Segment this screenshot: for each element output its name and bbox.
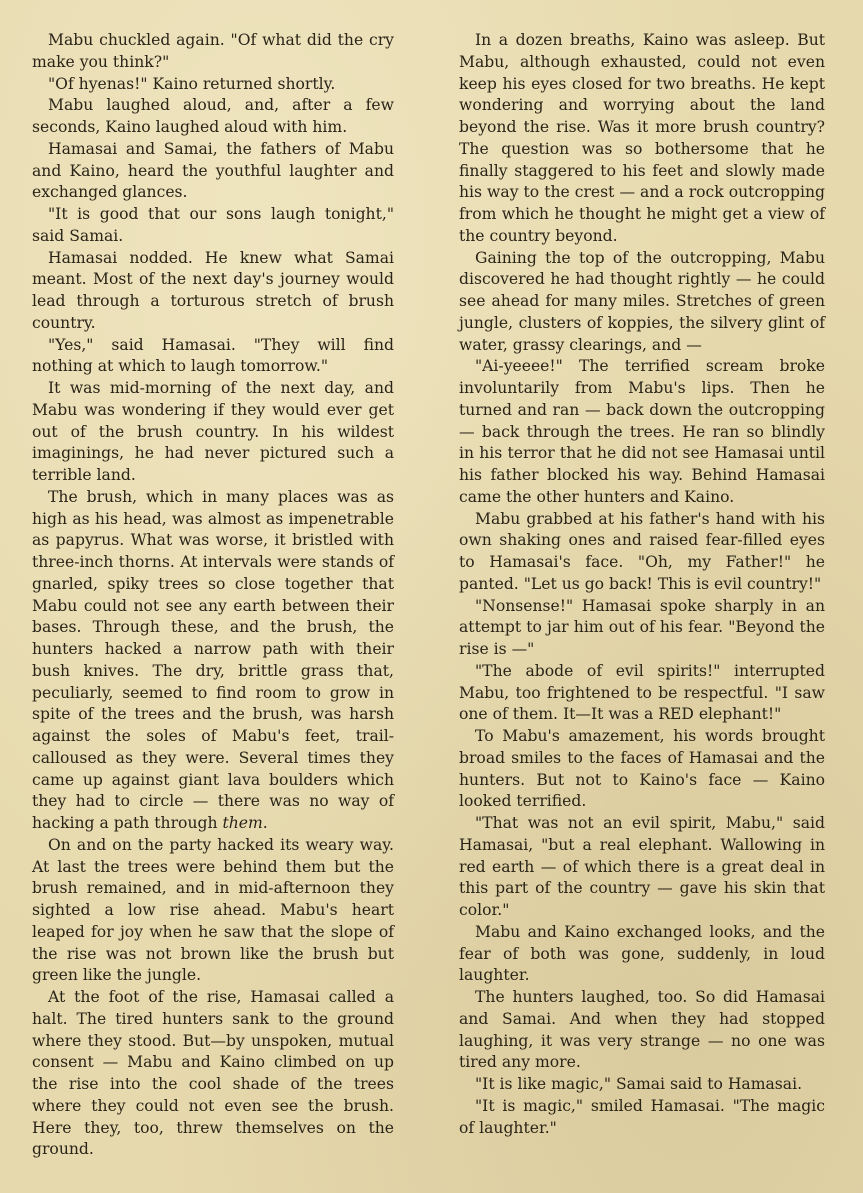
paragraph: It was mid-morning of the next day, and Mabu was wondering if they would ever get out of the brush country. In his wildest imaginings, he had never pictured such a terrible land. [32, 379, 394, 484]
paragraph: Gaining the top of the outcropping, Mabu discovered he had thought rightly — he could see ahead for many miles. Stretches of green jungle, clusters of koppies, the silvery glint of water, grassy clearings, and — [459, 248, 825, 354]
left-text-column [32, 30, 394, 1161]
paragraph: "It is magic," smiled Hamasai. "The magic of laughter." [459, 1096, 825, 1137]
paragraph: The hunters laughed, too. So did Hamasai and Samai. And when they had stopped laughing, it was very strange — no one was tired any more. [459, 988, 825, 1072]
paragraph: Mabu and Kaino exchanged looks, and the fear of both was gone, suddenly, in loud laughter. [459, 922, 825, 985]
italic-word: them. [222, 814, 268, 832]
paragraph: Hamasai and Samai, the fathers of Mabu and Kaino, heard the youthful laughter and exchanged glances. [32, 139, 394, 202]
right-text-column [459, 30, 825, 1139]
paragraph: "Nonsense!" Hamasai spoke sharply in an attempt to jar him out of his fear. "Beyond the rise is —" [459, 596, 825, 658]
paragraph-text: The brush, which in many places was as high as his head, was almost as impenetrable as papyrus. What was worse, it bristled with three-inch thorns. At intervals were stands of gnarled, spiky trees so close together that Mabu could not see any earth between their bases. Through these, and the brush, the hunters hacked a narrow path with their bush knives. The dry, brittle grass that, peculiarly, seemed to find room to grow in spite of the trees and the brush, was harsh against the soles of Mabu's feet, trail-calloused as they were. Several times they came up against giant lava boulders which they had to circle — there was no way of hacking a path through [32, 487, 394, 832]
paragraph: On and on the party hacked its weary way. At last the trees were behind them but the brush remained, and in mid-afternoon they sighted a low rise ahead. Mabu's heart leaped for joy when he saw that the slope of the rise was not brown like the brush but green like the jungle. [32, 835, 394, 985]
paragraph: In a dozen breaths, Kaino was asleep. But Mabu, although exhausted, could not even keep his eyes closed for two breaths. He kept wondering and worrying about the land beyond the rise. Was it more brush country? The question was so bothersome that he finally staggered to his feet and slowly made his way to the crest — and a rock outcropping from which he thought he might get a view of the country beyond. [459, 31, 825, 245]
paragraph: "The abode of evil spirits!" interrupted Mabu, too frightened to be respectful. "I saw one of them. It—It was a RED elephant!" [459, 661, 825, 724]
paragraph: "It is like magic," Samai said to Hamasai. [475, 1075, 803, 1093]
paragraph: At the foot of the rise, Hamasai called a halt. The tired hunters sank to the ground where they stood. But—by unspoken, mutual consent — Mabu and Kaino climbed on up the rise into the cool shade of the trees where they could not even see the brush. Here they, too, threw themselves on the ground. [32, 988, 394, 1159]
paragraph: Mabu chuckled again. "Of what did the cry make you think?" [32, 31, 394, 71]
paragraph: Hamasai nodded. He knew what Samai meant. Most of the next day's journey would lead through a torturous stretch of brush country. [32, 248, 394, 332]
paragraph: "Yes," said Hamasai. "They will find nothing at which to laugh tomorrow." [32, 335, 394, 376]
paragraph: "Of hyenas!" Kaino returned shortly. [48, 74, 336, 93]
paragraph: To Mabu's amazement, his words brought broad smiles to the faces of Hamasai and the hunters. But not to Kaino's face — Kaino looked terrified. [459, 727, 825, 811]
paragraph: "That was not an evil spirit, Mabu," said Hamasai, "but a real elephant. Wallowing in red earth — of which there is a great deal in this part of the country — gave his skin that color." [459, 814, 825, 919]
paragraph: Mabu grabbed at his father's hand with his own shaking ones and raised fear-filled eyes to Hamasai's face. "Oh, my Father!" he panted. "Let us go back! This is evil country!" [459, 509, 825, 593]
paragraph: "It is good that our sons laugh tonight," said Samai. [32, 205, 394, 245]
paragraph [32, 487, 394, 835]
paragraph: "Ai-yeeee!" The terrified scream broke involuntarily from Mabu's lips. Then he turned and ran — back down the outcropping — back through the trees. He ran so blindly in his terror that he did not see Hamasai until his father blocked his way. Behind Hamasai came the other hunters and Kaino. [459, 357, 825, 506]
paragraph: Mabu laughed aloud, and, after a few seconds, Kaino laughed aloud with him. [32, 96, 394, 136]
